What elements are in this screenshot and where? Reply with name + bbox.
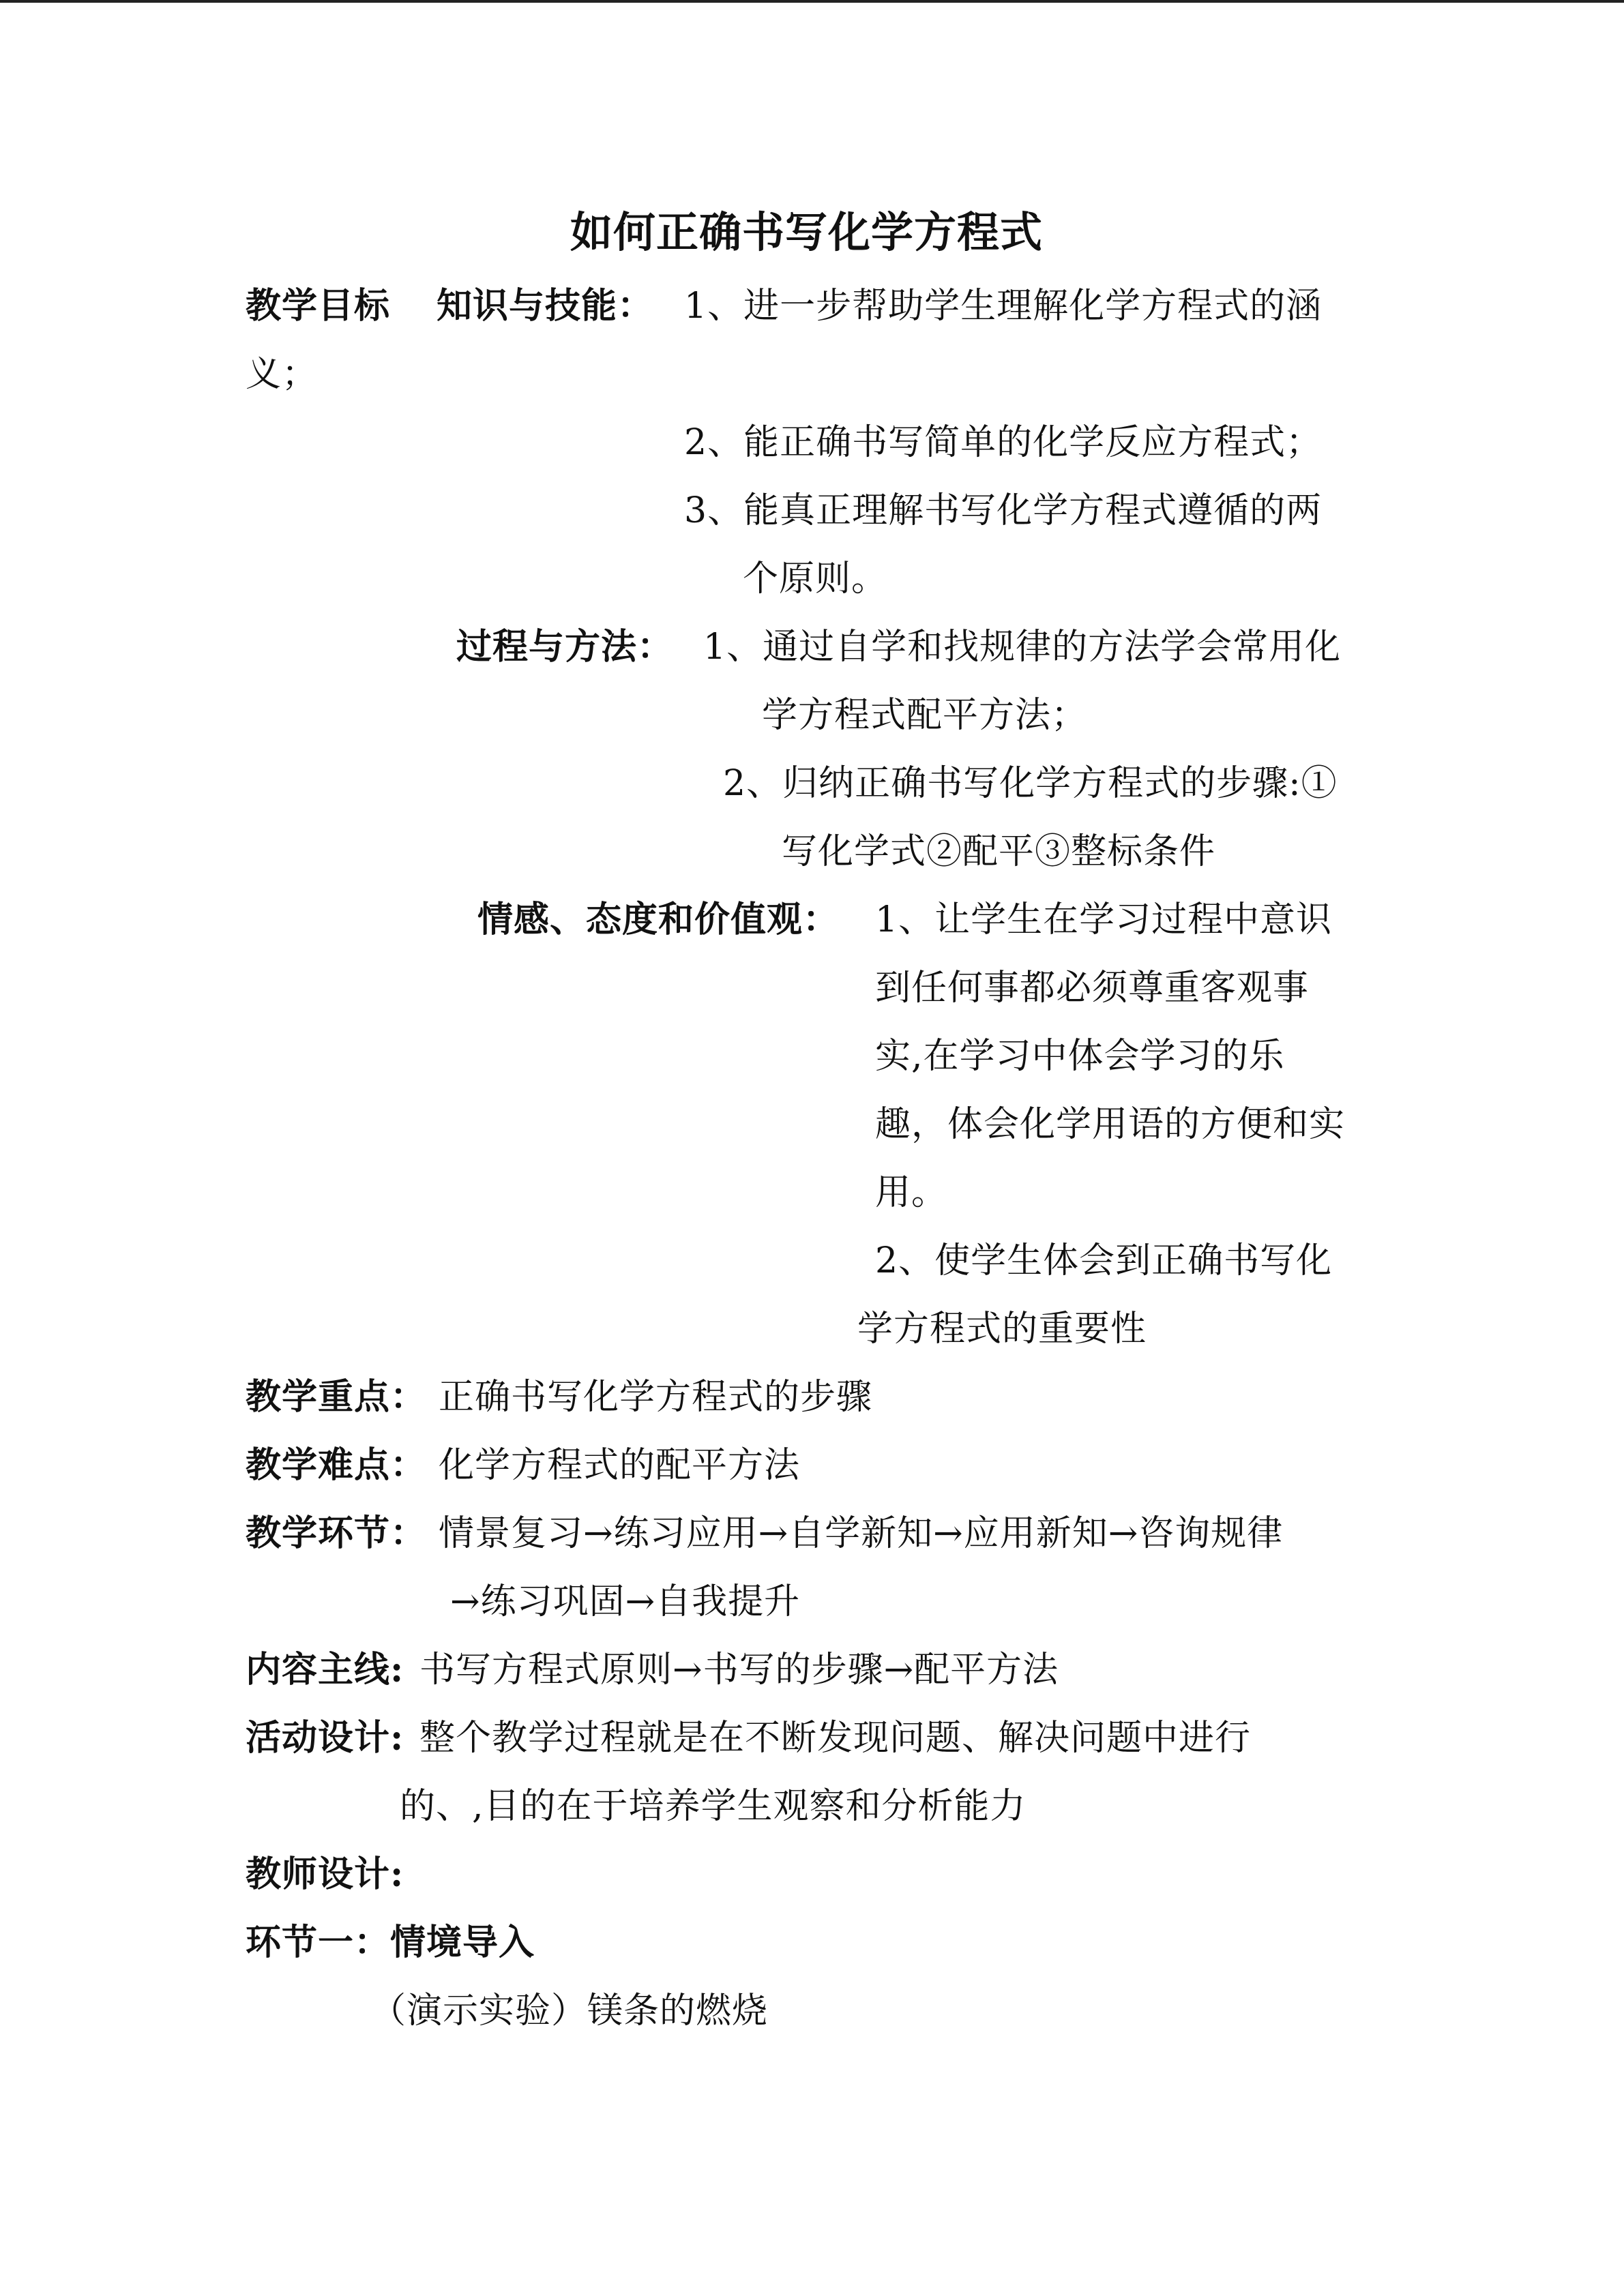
activity-line-2: 的、,目的在于培养学生观察和分析能力 xyxy=(400,1786,1027,1827)
process-item-2-cont: 写化学式②配平③整标条件 xyxy=(782,831,1216,872)
content-line-label: 内容主线: xyxy=(246,1649,404,1690)
emotion-item-1-cont-b: 实,在学习中体会学习的乐 xyxy=(875,1036,1285,1077)
process-item-1-cont: 学方程式配平方法； xyxy=(762,695,1088,736)
stages-line-2: →练习巩固→自我提升 xyxy=(450,1581,801,1622)
activity-line-1: 整个教学过程就是在不断发现问题、解决问题中进行 xyxy=(419,1718,1252,1759)
emotion-item-2-cont: 学方程式的重要性 xyxy=(857,1309,1147,1350)
activity-label: 活动设计: xyxy=(246,1717,404,1759)
emotion-item-1-cont-d: 用。 xyxy=(875,1172,948,1213)
difficulty-label: 教学难点： xyxy=(246,1444,427,1486)
stages-label: 教学环节： xyxy=(246,1512,427,1554)
content-line-text: 书写方程式原则→书写的步骤→配平方法 xyxy=(419,1650,1059,1690)
knowledge-item-1-cont: 义； xyxy=(246,354,319,395)
knowledge-item-1: 1、进一步帮助学生理解化学方程式的涵 xyxy=(684,286,1323,327)
knowledge-item-3: 3、能真正理解书写化学方程式遵循的两 xyxy=(684,490,1323,531)
knowledge-item-3-cont: 个原则。 xyxy=(743,558,888,599)
teacher-design-label: 教师设计: xyxy=(246,1853,404,1895)
section-1-demo: （演示实验）镁条的燃烧 xyxy=(370,1991,769,2031)
emotion-item-1-cont-c: 趣，体会化学用语的方便和实 xyxy=(875,1104,1346,1145)
document-title: 如何正确书写化学方程式 xyxy=(570,207,1044,257)
section-1-heading: 环节一：情境导入 xyxy=(246,1922,535,1963)
knowledge-skills-label: 知识与技能： xyxy=(437,285,654,327)
objectives-heading: 教学目标 xyxy=(246,285,391,327)
stages-line-1: 情景复习→练习应用→自学新知→应用新知→咨询规律 xyxy=(439,1513,1284,1554)
process-item-1: 1、通过自学和找规律的方法学会常用化 xyxy=(703,627,1342,668)
emotion-attitude-label: 情感、态度和价值观： xyxy=(477,899,840,940)
emotion-item-1-cont-a: 到任何事都必须尊重客观事 xyxy=(875,968,1310,1009)
emotion-item-2: 2、使学生体会到正确书写化 xyxy=(875,1240,1333,1281)
emotion-item-1: 1、让学生在学习过程中意识 xyxy=(875,899,1333,940)
process-methods-label: 过程与方法： xyxy=(456,626,674,668)
knowledge-item-2: 2、能正确书写简单的化学反应方程式； xyxy=(684,422,1323,463)
process-item-2: 2、归纳正确书写化学方程式的步骤:① xyxy=(723,763,1338,804)
key-point-text: 正确书写化学方程式的步骤 xyxy=(439,1377,873,1418)
key-point-label: 教学重点： xyxy=(246,1376,427,1418)
difficulty-text: 化学方程式的配平方法 xyxy=(439,1445,801,1486)
page-top-border xyxy=(0,0,1624,3)
